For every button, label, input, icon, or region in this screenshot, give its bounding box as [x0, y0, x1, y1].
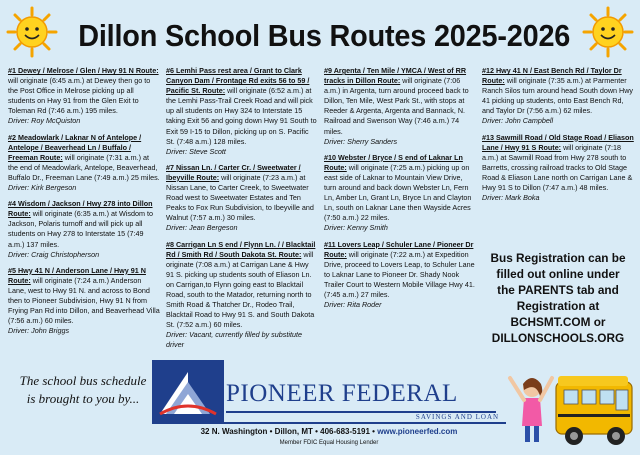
route-heading: #6 Lemhi Pass rest area / Grant to Clark Canyon Dam / Frontage Rd exits 56 to 59 / Pacific St. Route:: [166, 66, 310, 96]
sun-icon: [6, 6, 58, 58]
route-entry: [8, 133, 160, 194]
route-column-3: [324, 66, 476, 316]
route-description: will originate (7:35 a.m.) at Parmenter Ranch Silos turn around head South down Hwy 41 picking up students, onto East Bench Rd, and Taylor Dr (7:56 a.m.) 62 miles.: [482, 76, 634, 116]
route-driver: Driver: Roy McQuiston: [8, 116, 81, 126]
route-entry: [8, 66, 160, 127]
route-driver: Driver: Jean Bergeson: [166, 223, 238, 233]
tagline-line: is brought to you by...: [26, 391, 140, 406]
route-description: will originate (7:06 a.m.) in Argenta, turn around proceed back to Dillon, Ten Mile, West Park St., with stops at Reeder & Argenta, Argenta and Bannack, N. Railroad and Swenson Way (7:46 a.m.) 74 miles.: [324, 76, 469, 136]
route-heading: #11 Lovers Leap / Schuler Lane / Pioneer Dr Route:: [324, 239, 474, 259]
route-entry: [166, 163, 318, 234]
bank-name: PIONEER FEDERAL: [226, 380, 458, 407]
route-driver: Driver: Kirk Bergeson: [8, 183, 77, 193]
registration-notice: [482, 250, 634, 346]
route-column-4: [482, 66, 634, 209]
route-heading: #13 Sawmill Road / Old Stage Road / Eliason Lane / Hwy 91 S Route:: [482, 132, 634, 152]
route-entry: [324, 66, 476, 147]
route-description: will originate (7:08 a.m.) at Carrigan Lane & Hwy 91 S. picking up students south of Eliason Ln. on Carrigan,to Flynn going east to Blacktail Road, south to the Matador, returning north to Smith Road & Thatcher Dr., Rodeo Trail, Blacktail Road to Hwy 91 S. and South Dakota St. (7:52 a.m.) 60 miles.: [166, 249, 315, 330]
route-driver: Driver: Rita Roder: [324, 300, 382, 310]
route-description: will originate (7:31 a.m.) at the end of Meadowlark, Antelope, Beaverhead, Buffalo Dr., Freeman Lane (7:49 a.m.) 25 miles.: [8, 152, 160, 182]
bank-subtitle: SAVINGS AND LOAN: [415, 413, 500, 421]
route-heading: #7 Nissan Ln. / Carter Cr. / Sweetwater / Ibeyville Route:: [166, 162, 301, 182]
route-description: will originate (7:25 a.m.) picking up on east side of Laknar to Mountain View Drive, turn around and back down Webster Ln, Fern Ln, Amber Ln, Grant Ln, Bryce Ln and Clayton Ln, south on Laknar Lane then Wayside Acres (7:50 a.m.) 22 miles.: [324, 162, 472, 223]
route-driver: Driver: Sherry Sanders: [324, 136, 398, 146]
route-heading: #4 Wisdom / Jackson / Hwy 278 into Dillon Route:: [8, 199, 153, 219]
registration-link-bchsmt[interactable]: BCHSMT.COM or: [510, 315, 606, 329]
route-description: will originate (7:18 a.m.) at Sawmill Road from Hwy 278 south to Barretts, crossing railroad tracks to Old Stage Road & Eliason Lane north on Carrigan Lane & Hwy 91 S to Dillon (7:47 a.m.) 48 miles.: [482, 142, 633, 193]
route-heading: #2 Meadowlark / Laknar N of Antelope / Antelope / Beaverhead Ln / Buffalo / Freeman Route:: [8, 132, 142, 162]
route-driver: Driver: John Briggs: [8, 326, 70, 336]
divider: [152, 422, 506, 424]
sponsor-tagline: [18, 372, 148, 408]
route-entry: [324, 153, 476, 234]
route-driver: Driver: John Campbell: [482, 116, 554, 126]
registration-link-dillonschools[interactable]: DILLONSCHOOLS.ORG: [491, 331, 625, 345]
fdic-notice: Member FDIC Equal Housing Lender: [279, 440, 379, 446]
route-heading: #5 Hwy 41 N / Anderson Lane / Hwy 91 N Route:: [8, 265, 146, 285]
route-heading: #12 Hwy 41 N / East Bench Rd / Taylor Dr Route:: [482, 66, 622, 86]
route-entry: [8, 199, 160, 260]
route-driver: Driver: Kenny Smith: [324, 223, 388, 233]
registration-line: the PARENTS tab and: [497, 283, 619, 297]
registration-line: Registration at: [516, 299, 600, 313]
route-description: will originate (7:23 a.m.) at Nissan Lane, to Carter Creek, to Sweetwater Road west to Sweetwater Estates and Ten Peaks to Fox Run Subdivision, to Ibeyville and Walnut (7:57 a.m.) 30 miles.: [166, 172, 314, 223]
school-bus-icon: [506, 360, 636, 452]
route-heading: #9 Argenta / Ten Mile / YMCA / West of RR tracks in Dillon Route:: [324, 66, 467, 86]
route-column-1: [8, 66, 160, 342]
registration-line: Bus Registration can be: [490, 251, 626, 265]
registration-line: filled out online under: [496, 267, 620, 281]
route-entry: [482, 66, 634, 127]
route-entry: [324, 240, 476, 311]
route-driver: Driver: Craig Christopherson: [8, 249, 100, 259]
route-heading: #1 Dewey / Melrose / Glen / Hwy 91 N Route:: [8, 66, 159, 75]
route-entry: [166, 240, 318, 351]
route-driver: Driver: Vacant, currently filled by substitute driver: [166, 330, 302, 350]
route-entry: [8, 266, 160, 337]
route-description: will originate (6:52 a.m.) at the Lemhi Pass-Trail Creek Road and will pick up all students on Hwy 324 to Interstate 15 taking Exit 56 and going down Hwy 91 South to Exit 59 I-15 to Dillon, picking up on S. Pacific St. (7:48 a.m.) 128 miles.: [166, 86, 317, 146]
route-entry: [482, 133, 634, 204]
page-title: Dillon School Bus Routes 2025-2026: [78, 18, 571, 53]
address-text: 32 N. Washington • Dillon, MT • 406-683-5191 •: [200, 427, 378, 436]
bank-address: [152, 427, 506, 436]
route-driver: Driver: Steve Scott: [166, 146, 226, 156]
route-driver: Driver: Mark Boka: [482, 193, 540, 203]
route-description: will originate (7:22 a.m.) at Expedition Drive, proceed to Lovers Leap, to Schuler Lane to Laknar Lane to Pioneer Dr. Shady Nook Trailer Court to Western Mobile Village Hwy 41. (7:45 a.m.) 27 miles.: [324, 249, 475, 299]
pioneer-logo-icon: [152, 360, 224, 422]
sun-icon: [582, 6, 634, 58]
route-heading: #10 Webster / Bryce / S end of Laknar Ln Route:: [324, 152, 463, 172]
child-icon: [510, 378, 552, 442]
tagline-line: The school bus schedule: [19, 373, 147, 388]
route-description: will originate (6:35 a.m.) at Wisdom to Jackson, Polaris turnoff and will pick up all students on Hwy 278 to Interstate 15 (7:49 a.m.) 137 miles.: [8, 209, 153, 249]
route-description: will originate (6:45 a.m.) at Dewey then go to the Post Office in Melrose picking up all students on Hwy 91 from the Glen Exit to Toleman Rd (7:46 a.m.) 195 miles.: [8, 76, 151, 116]
bank-website-link[interactable]: www.pioneerfed.com: [377, 427, 458, 436]
route-heading: #8 Carrigan Ln S end / Flynn Ln. / / Blacktail Rd / Smith Rd / South Dakota St. Route:: [166, 239, 316, 259]
route-column-2: [166, 66, 318, 357]
route-entry: [166, 66, 318, 157]
route-description: will originate (7:24 a.m.) Anderson Lane, west to Hwy 91 N. and across to Bond then to Pioneer Subdivision, Hwy 91 N from Frying Pan Rd into Dillon, and Beaverhead Villa (7:56 a.m.) 60 miles.: [8, 275, 160, 326]
